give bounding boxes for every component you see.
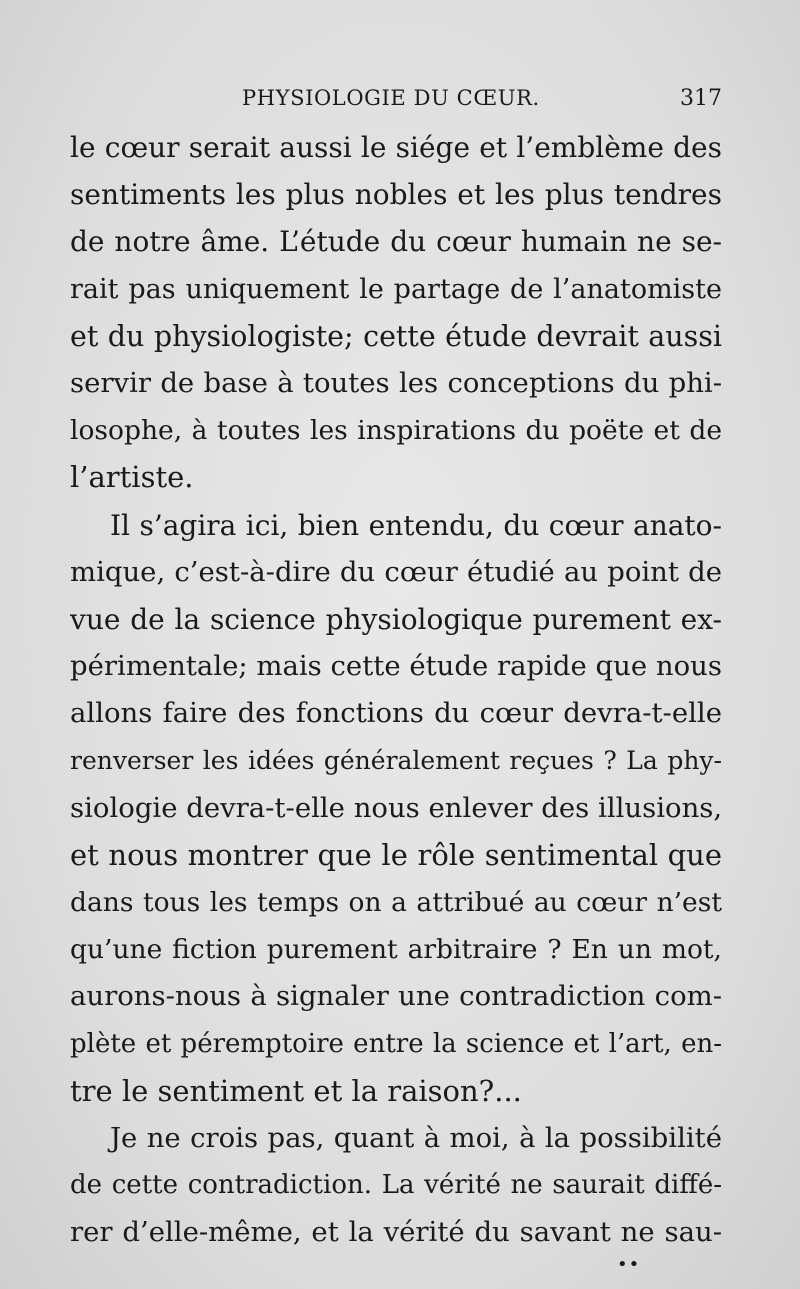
running-header — [70, 86, 722, 116]
text-line: l’artiste. — [70, 460, 194, 495]
text-line: de cette contradiction. La vérité ne saurait diffé- — [70, 1170, 722, 1201]
text-line: et nous montrer que le rôle sentimental que — [70, 837, 722, 872]
text-line: sentiments les plus nobles et les plus tendres — [70, 178, 722, 212]
text-line: siologie devra-t-elle nous enlever des illusions, — [70, 791, 722, 824]
running-title: PHYSIOLOGIE DU CŒUR. — [242, 86, 540, 110]
text-line: plète et péremptoire entre la science et l’art, en- — [70, 1028, 722, 1059]
text-line: allons faire des fonctions du cœur devra-t-elle — [70, 697, 722, 730]
text-line: le cœur serait aussi le siége et l’emblème des — [70, 131, 722, 164]
text-line: vue de la science physiologique purement ex- — [70, 602, 722, 636]
text-line: rait pas uniquement le partage de l’anatomiste — [70, 273, 722, 305]
text-line: losophe, à toutes les inspirations du poëte et de — [70, 415, 722, 447]
text-line: tre le sentiment et la raison?... — [70, 1073, 522, 1108]
text-line: dans tous les temps on a attribué au cœur n’est — [70, 887, 722, 918]
text-line: servir de base à toutes les conceptions du phi- — [70, 366, 722, 399]
signature-mark: •• — [617, 1254, 641, 1275]
body-text — [70, 124, 722, 1257]
text-line: rer d’elle-même, et la vérité du savant ne sau- — [70, 1216, 722, 1249]
text-line: qu’une fiction purement arbitraire ? En un mot, — [70, 934, 722, 966]
text-line: et du physiologiste; cette étude devrait aussi — [70, 319, 722, 353]
text-line: aurons-nous à signaler une contradiction com- — [70, 980, 722, 1013]
text-line: Je ne crois pas, quant à moi, à la possibilité — [110, 1121, 722, 1154]
text-line: Il s’agira ici, bien entendu, du cœur anato- — [110, 508, 722, 542]
text-line: périmentale; mais cette étude rapide que nous — [70, 650, 722, 683]
page-number: 317 — [680, 86, 722, 111]
text-line: de notre âme. L’étude du cœur humain ne se- — [70, 225, 722, 259]
text-line: mique, c’est-à-dire du cœur étudié au point de — [70, 555, 722, 588]
text-line: renverser les idées généralement reçues ? La phy- — [70, 746, 722, 776]
